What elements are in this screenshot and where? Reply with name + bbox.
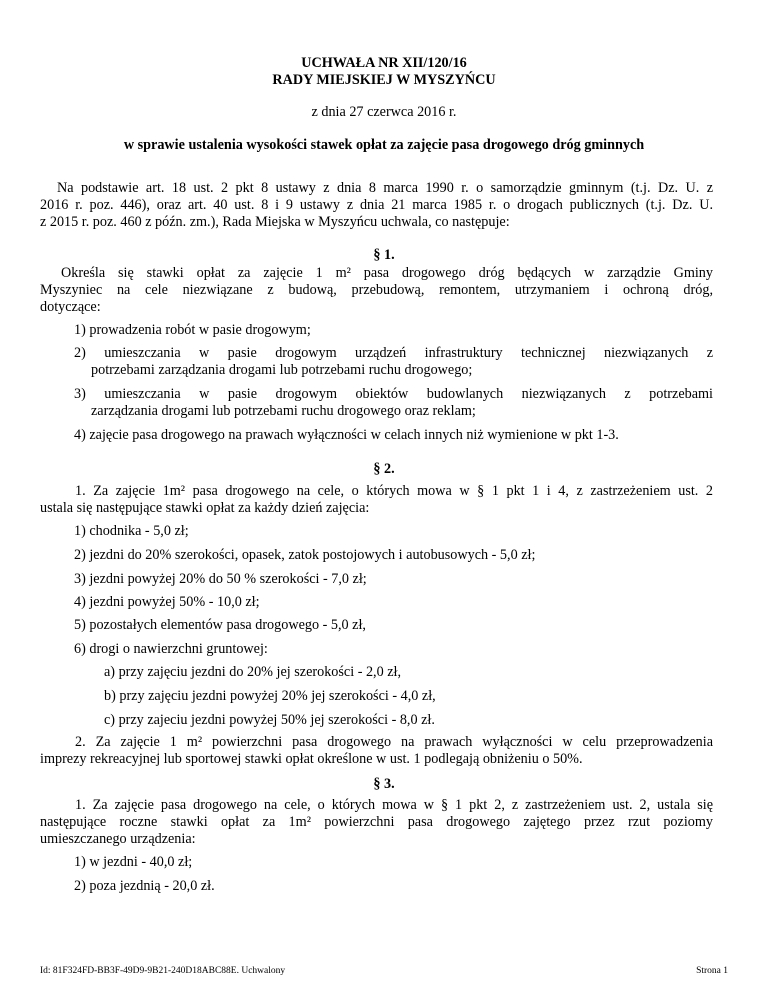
paragraph-line: Myszyniec na cele niezwiązane z budową, przebudową, remontem, utrzymaniem i ochroną dróg, — [40, 282, 713, 298]
preamble — [40, 180, 713, 231]
list-item: 6) drogi o nawierzchni gruntowej: — [74, 641, 268, 657]
list-item-line: 3) umieszczania w pasie drogowym obiektów budowlanych niezwiązanych z potrzebami — [74, 386, 713, 402]
list-item-line: zarządzania drogami lub potrzebami ruchu drogowego oraz reklam; — [91, 403, 476, 419]
sub-list-item: a) przy zajęciu jezdni do 20% jej szerokości - 2,0 zł, — [104, 664, 402, 680]
document-subject: w sprawie ustalenia wysokości stawek opłat za zajęcie pasa drogowego dróg gminnych — [123, 137, 645, 153]
footer-page-number: Strona 1 — [696, 966, 728, 976]
document-title-number: UCHWAŁA NR XII/120/16 — [301, 55, 467, 71]
section-1-intro — [40, 265, 713, 316]
section-2-paragraph-2 — [40, 734, 713, 768]
section-2-heading: § 2. — [373, 461, 395, 477]
list-item — [74, 386, 713, 420]
list-item-line: 2) umieszczania w pasie drogowym urządzeń infrastruktury technicznej niezwiązanych z — [74, 345, 713, 361]
section-2-paragraph-1 — [40, 483, 713, 517]
sub-list-item: c) przy zajeciu jezdni powyżej 50% jej szerokości - 8,0 zł. — [104, 712, 435, 728]
document-date: z dnia 27 czerwca 2016 r. — [311, 104, 457, 120]
paragraph-line: 1. Za zajęcie pasa drogowego na cele, o których mowa w § 1 pkt 2, z zastrzeżeniem ust. 2, ustala się — [75, 797, 713, 813]
paragraph-line: imprezy rekreacyjnej lub sportowej stawki opłat określone w ust. 1 podlegają obniżeniu o 50%. — [40, 751, 583, 767]
list-item: 1) chodnika - 5,0 zł; — [74, 523, 189, 539]
section-1-heading: § 1. — [373, 247, 395, 263]
list-item: 1) w jezdni - 40,0 zł; — [74, 854, 193, 870]
paragraph-line: Określa się stawki opłat za zajęcie 1 m² pasa drogowego dróg będących w zarządzie Gminy — [61, 265, 713, 281]
list-item: 3) jezdni powyżej 20% do 50 % szerokości - 7,0 zł; — [74, 571, 367, 587]
list-item: 2) jezdni do 20% szerokości, opasek, zatok postojowych i autobusowych - 5,0 zł; — [74, 547, 536, 563]
paragraph-line: ustala się następujące stawki opłat za każdy dzień zajęcia: — [40, 500, 370, 516]
paragraph-line: dotyczące: — [40, 299, 101, 315]
list-item-line: potrzebami zarządzania drogami lub potrzebami ruchu drogowego; — [91, 362, 473, 378]
list-item: 1) prowadzenia robót w pasie drogowym; — [74, 322, 311, 338]
preamble-line: z 2015 r. poz. 460 z późn. zm.), Rada Miejska w Myszyńcu uchwala, co następuje: — [40, 214, 510, 230]
list-item: 5) pozostałych elementów pasa drogowego - 5,0 zł, — [74, 617, 366, 633]
list-item: 4) zajęcie pasa drogowego na prawach wyłączności w celach innych niż wymienione w pkt 1-3. — [74, 427, 619, 443]
preamble-line: Na podstawie art. 18 ust. 2 pkt 8 ustawy z dnia 8 marca 1990 r. o samorządzie gminnym (t.j. Dz. U. z — [57, 180, 713, 196]
section-3-paragraph-1 — [40, 797, 713, 848]
document-title-council: RADY MIEJSKIEJ W MYSZYŃCU — [272, 72, 496, 88]
paragraph-line: umieszczanego urządzenia: — [40, 831, 196, 847]
sub-list-item: b) przy zajęciu jezdni powyżej 20% jej szerokości - 4,0 zł, — [104, 688, 436, 704]
paragraph-line: następujące roczne stawki opłat za 1m² powierzchni pasa drogowego zajętego przez rzut poziomy — [40, 814, 713, 830]
footer-document-id: Id: 81F324FD-BB3F-49D9-9B21-240D18ABC88E. Uchwalony — [40, 966, 286, 976]
paragraph-line: 2. Za zajęcie 1 m² powierzchni pasa drogowego na prawach wyłączności w celu przeprowadzenia — [75, 734, 713, 750]
list-item — [74, 345, 713, 379]
list-item: 2) poza jezdnią - 20,0 zł. — [74, 878, 215, 894]
section-3-heading: § 3. — [373, 776, 395, 792]
paragraph-line: 1. Za zajęcie 1m² pasa drogowego na cele, o których mowa w § 1 pkt 1 i 4, z zastrzeżeniem ust. 2 — [75, 483, 713, 499]
preamble-line: 2016 r. poz. 446), oraz art. 40 ust. 8 i 9 ustawy z dnia 21 marca 1985 r. o drogach publicznych (t.j. Dz. U. — [40, 197, 713, 213]
list-item: 4) jezdni powyżej 50% - 10,0 zł; — [74, 594, 260, 610]
